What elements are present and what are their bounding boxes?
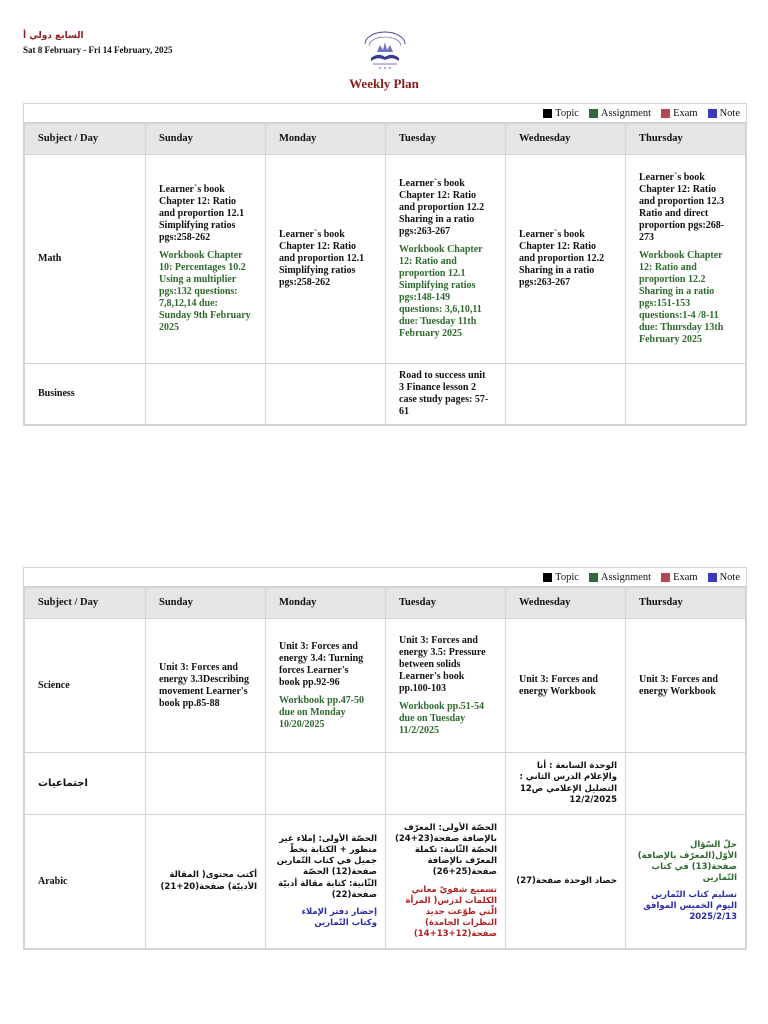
math-tuesday (386, 155, 506, 364)
col-header-subject: Subject / Day (25, 124, 146, 155)
business-thursday (626, 364, 746, 425)
legend (24, 568, 746, 587)
class-name: السابع دولي أ (23, 31, 84, 41)
science-wednesday (506, 619, 626, 753)
assignment-text: حلّ السّؤال الأوّل(المعرّف بالإضافة) صفحة(13) في كتاب التّمارين (637, 839, 737, 883)
table-row (25, 364, 746, 425)
science-monday (266, 619, 386, 753)
col-header-tuesday: Tuesday (386, 588, 506, 619)
social-wednesday (506, 753, 626, 815)
note-swatch-icon (708, 573, 717, 582)
page-title: Weekly Plan (349, 76, 419, 91)
topic-text: حصاد الوحدة صفحة(27) (516, 875, 617, 886)
weekly-plan-table-1 (23, 103, 747, 426)
assignment-text: Workbook Chapter 12: Ratio and proportion 12.2 Sharing in a ratio pgs:151-153 questions:1-4 /8-11 due: Thursday 13th February 2025 (639, 250, 724, 345)
legend-item-note: Note (708, 572, 740, 583)
col-header-monday: Monday (266, 124, 386, 155)
topic-text: Learner`s book Chapter 12: Ratio and proportion 12.1 Simplifying ratios pgs:258-262 (159, 184, 245, 243)
exam-text: تسميع شفويّ معاني الكلمات لدرس( المرأة الّتي طوّعت حديد النظرات الجامدة) صفحة(12+13+14) (405, 884, 497, 939)
topic-text: Learner`s book Chapter 12: Ratio and proportion 12.2 Sharing in a ratio pgs:263-267 (519, 229, 605, 288)
arabic-sunday (146, 815, 266, 949)
business-sunday (146, 364, 266, 425)
social-tuesday (386, 753, 506, 815)
table-row (25, 815, 746, 949)
col-header-sunday: Sunday (146, 124, 266, 155)
legend (24, 104, 746, 123)
social-thursday (626, 753, 746, 815)
table-row (25, 619, 746, 753)
arabic-wednesday (506, 815, 626, 949)
note-text: إحضار دفتر الإملاء وكتاب التّمارين (301, 906, 377, 928)
legend-item-assignment: Assignment (589, 572, 651, 583)
col-header-subject: Subject / Day (25, 588, 146, 619)
topic-swatch-icon (543, 573, 552, 582)
topic-text: Learner`s book Chapter 12: Ratio and proportion 12.3 Ratio and direct proportion pgs:268-273 (639, 172, 725, 243)
legend-item-note: Note (708, 108, 740, 119)
col-header-tuesday: Tuesday (386, 124, 506, 155)
table-row (25, 753, 746, 815)
topic-text: الوحدة السابعة : أنا والإعلام الدرس الثاني : التضليل الإعلامي ص12 12/2/2025 (519, 761, 617, 805)
subject-business: Business (25, 364, 146, 425)
note-swatch-icon (708, 109, 717, 118)
business-wednesday (506, 364, 626, 425)
topic-text: الحصّة الأولى: المعرّف بالإضافة صفحة(23+24) الحصّة الثّانية: تكملة المعرّف بالإضافة صفحة(25+26) (395, 823, 497, 878)
table-header-row (25, 588, 746, 619)
assignment-swatch-icon (589, 109, 598, 118)
assignment-swatch-icon (589, 573, 598, 582)
subject-science: Science (25, 619, 146, 753)
math-thursday (626, 155, 746, 364)
topic-text: Unit 3: Forces and energy 3.4: Turning forces Learner's book pp.92-96 (279, 640, 364, 688)
topic-text: Unit 3: Forces and energy 3.3Describing movement Learner's book pp.85-88 (159, 661, 249, 709)
topic-text: Road to success unit 3 Finance lesson 2 case study pages: 57-61 (399, 370, 489, 417)
topic-text: أكتب محتوى( المقالة الأدبيّة) صفحة(20+21) (160, 870, 257, 892)
assignment-text: Workbook pp.47-50 due on Monday 10/20/2025 (279, 694, 365, 730)
social-sunday (146, 753, 266, 815)
math-monday (266, 155, 386, 364)
date-range: Sat 8 February - Fri 14 February, 2025 (23, 45, 173, 55)
topic-text: Learner`s book Chapter 12: Ratio and proportion 12.2 Sharing in a ratio pgs:263-267 (399, 178, 485, 237)
subject-social-studies: اجتماعيات (25, 753, 146, 815)
math-wednesday (506, 155, 626, 364)
science-thursday (626, 619, 746, 753)
topic-text: الحصّة الأولى: إملاء غير منظور + الكتابة بخطّ جميل في كتاب التّمارين صفحة(12) الحصّة الثّانية: كتابة مقالة أدبيّة صفحة(22) (276, 834, 377, 900)
assignment-text: Workbook Chapter 12: Ratio and proportion 12.1 Simplifying ratios pgs:148-149 questions: 3,6,10,11 due: Tuesday 11th February 2025 (399, 244, 483, 339)
legend-item-exam: Exam (661, 108, 698, 119)
col-header-sunday: Sunday (146, 588, 266, 619)
business-monday (266, 364, 386, 425)
exam-swatch-icon (661, 109, 670, 118)
math-sunday (146, 155, 266, 364)
col-header-wednesday: Wednesday (506, 588, 626, 619)
table-header-row (25, 124, 746, 155)
arabic-thursday (626, 815, 746, 949)
col-header-thursday: Thursday (626, 124, 746, 155)
school-logo-icon (359, 30, 411, 72)
note-text: تسليم كتاب التّمارين اليوم الخميس الموافق 2025/2/13 (643, 890, 737, 923)
plan-table (24, 123, 746, 425)
assignment-text: Workbook Chapter 10: Percentages 10.2 Using a multiplier pgs:132 questions: 7,8,12,14 due: Sunday 9th February 2025 (159, 250, 251, 333)
legend-item-topic: Topic (543, 572, 579, 583)
business-tuesday (386, 364, 506, 425)
topic-text: Unit 3: Forces and energy Workbook (639, 673, 718, 697)
exam-swatch-icon (661, 573, 670, 582)
col-header-thursday: Thursday (626, 588, 746, 619)
subject-arabic: Arabic (25, 815, 146, 949)
col-header-wednesday: Wednesday (506, 124, 626, 155)
social-monday (266, 753, 386, 815)
topic-text: Learner`s book Chapter 12: Ratio and proportion 12.1 Simplifying ratios pgs:258-262 (279, 229, 365, 288)
subject-math: Math (25, 155, 146, 364)
legend-item-assignment: Assignment (589, 108, 651, 119)
table-row (25, 155, 746, 364)
topic-text: Unit 3: Forces and energy 3.5: Pressure between solids Learner's book pp.100-103 (399, 634, 486, 694)
legend-item-topic: Topic (543, 108, 579, 119)
plan-table (24, 587, 746, 949)
legend-item-exam: Exam (661, 572, 698, 583)
science-tuesday (386, 619, 506, 753)
assignment-text: Workbook pp.51-54 due on Tuesday 11/2/2025 (399, 700, 485, 736)
arabic-tuesday (386, 815, 506, 949)
topic-swatch-icon (543, 109, 552, 118)
topic-text: Unit 3: Forces and energy Workbook (519, 673, 598, 697)
weekly-plan-table-2 (23, 567, 747, 950)
col-header-monday: Monday (266, 588, 386, 619)
arabic-monday (266, 815, 386, 949)
science-sunday (146, 619, 266, 753)
